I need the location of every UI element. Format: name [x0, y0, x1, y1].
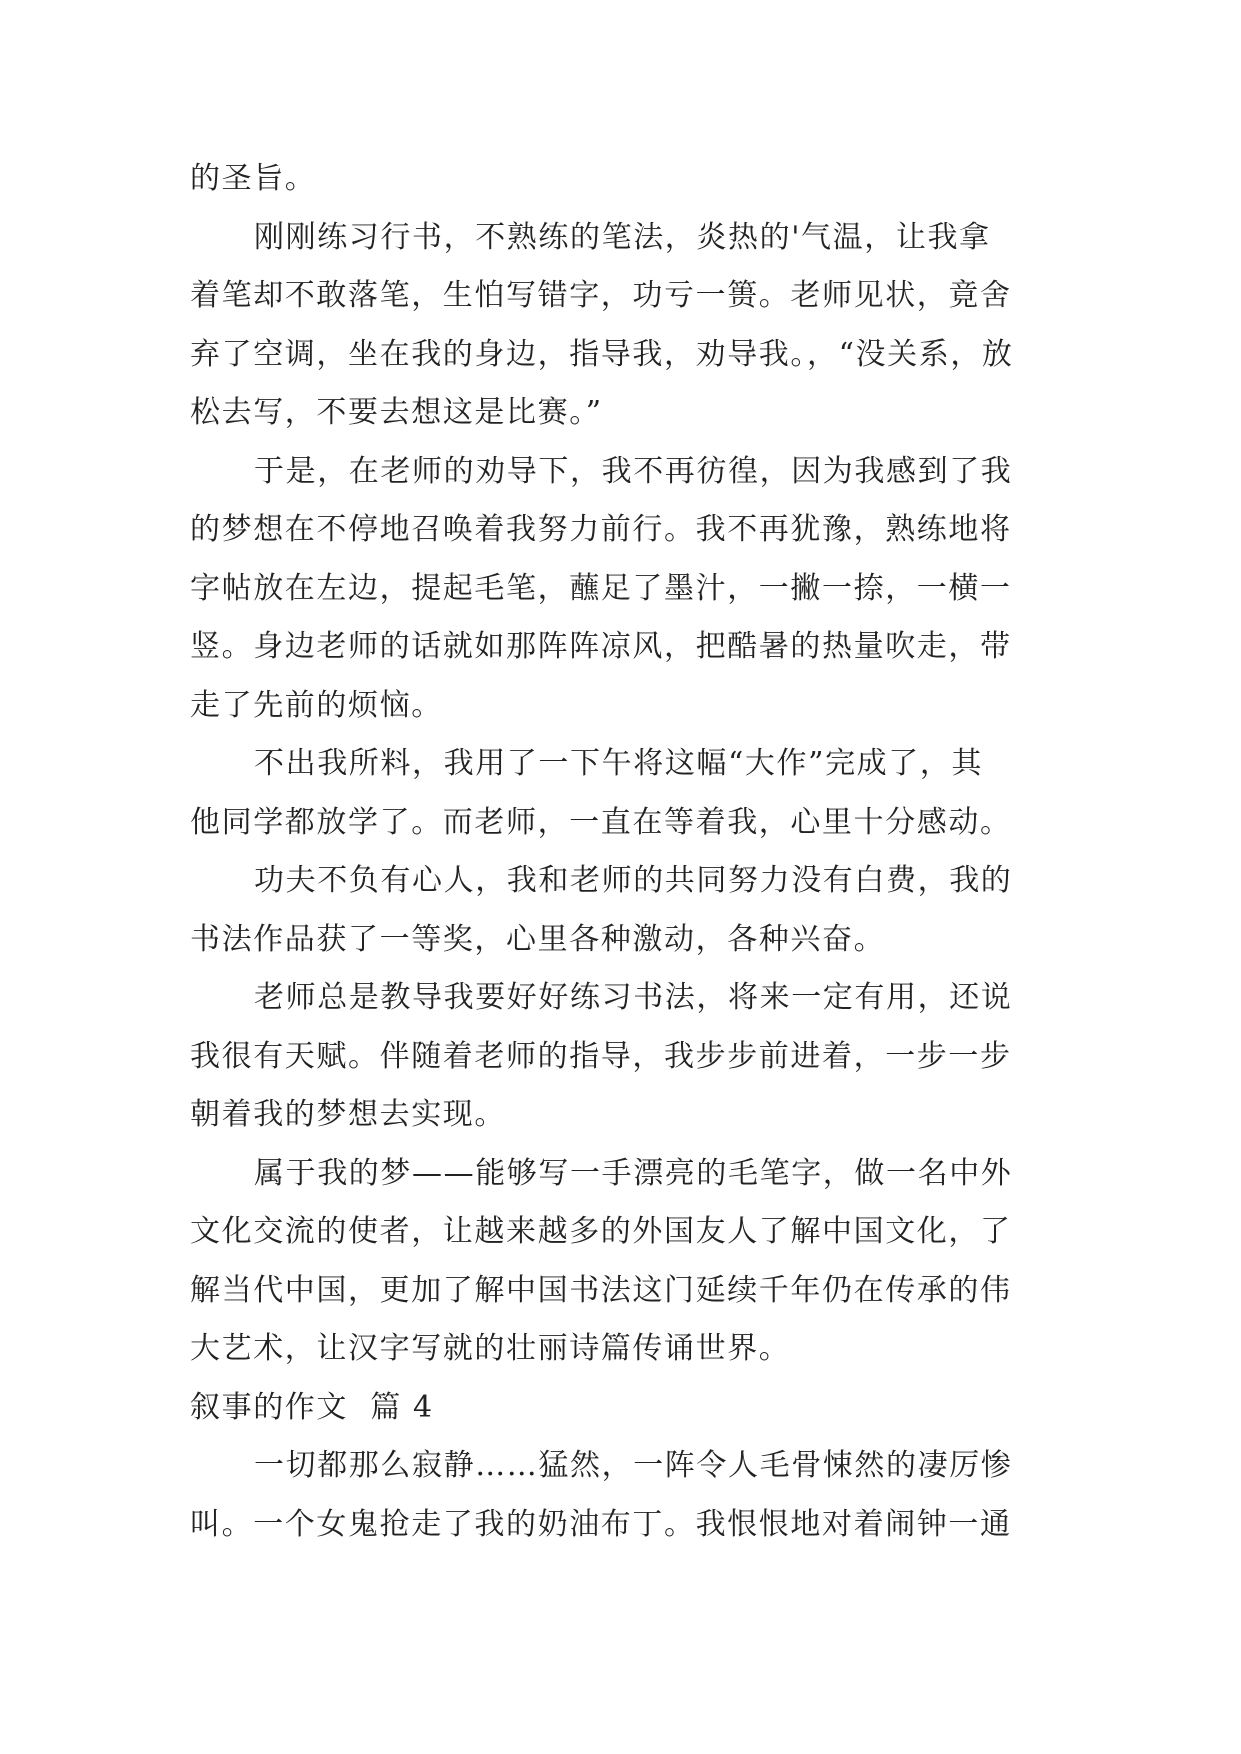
text-line: 解当代中国，更加了解中国书法这门延续千年仍在传承的伟 — [190, 1272, 1012, 1308]
paragraph-first-line: 刚刚练习行书，不熟练的笔法，炎热的'气温，让我拿 — [254, 219, 991, 255]
text-line: 竖。身边老师的话就如那阵阵凉风，把酷暑的热量吹走，带 — [190, 629, 1012, 664]
text-line: 着笔却不敢落笔，生怕写错字，功亏一篑。老师见状，竟舍 — [190, 278, 1012, 313]
text-line: 他同学都放学了。而老师，一直在等着我，心里十分感动。 — [190, 804, 1012, 840]
text-line: 朝着我的梦想去实现。 — [190, 1097, 506, 1132]
text-line: 走了先前的烦恼。 — [190, 687, 443, 723]
section-heading: 叙事的作文 篇 4 — [190, 1389, 434, 1425]
paragraph-first-line: 属于我的梦——能够写一手漂亮的毛笔字，做一名中外 — [254, 1155, 1013, 1191]
paragraph-first-line: 不出我所料，我用了一下午将这幅“大作”完成了，其 — [254, 746, 984, 781]
text-line: 我很有天赋。伴随着老师的指导，我步步前进着，一步一步 — [190, 1038, 1012, 1074]
text-line: 松去写，不要去想这是比赛。” — [190, 395, 603, 430]
text-line: 字帖放在左边，提起毛笔，蘸足了墨汁，一撇一捺，一横一 — [190, 570, 1012, 606]
text-line: 书法作品获了一等奖，心里各种激动，各种兴奋。 — [190, 921, 886, 957]
paragraph-first-line: 功夫不负有心人，我和老师的共同努力没有白费，我的 — [254, 863, 1013, 898]
text-line: 文化交流的使者，让越来越多的外国友人了解中国文化，了 — [190, 1214, 1012, 1249]
text-line: 的梦想在不停地召唤着我努力前行。我不再犹豫，熟练地将 — [190, 512, 1012, 547]
text-line: 大艺术，让汉字写就的壮丽诗篇传诵世界。 — [190, 1331, 791, 1366]
text-line: 弃了空调，坐在我的身边，指导我，劝导我。，“没关系，放 — [190, 336, 1014, 372]
essay-body — [190, 150, 1060, 1554]
paragraph-first-line: 于是，在老师的劝导下，我不再彷徨，因为我感到了我 — [254, 453, 1013, 489]
text-line: 的圣旨。 — [190, 161, 317, 196]
text-line: 叫。一个女鬼抢走了我的奶油布丁。我恨恨地对着闹钟一通 — [190, 1506, 1012, 1542]
paragraph-first-line: 一切都那么寂静……猛然，一阵令人毛骨悚然的凄厉惨 — [254, 1448, 1013, 1483]
paragraph-first-line: 老师总是教导我要好好练习书法，将来一定有用，还说 — [254, 980, 1013, 1015]
